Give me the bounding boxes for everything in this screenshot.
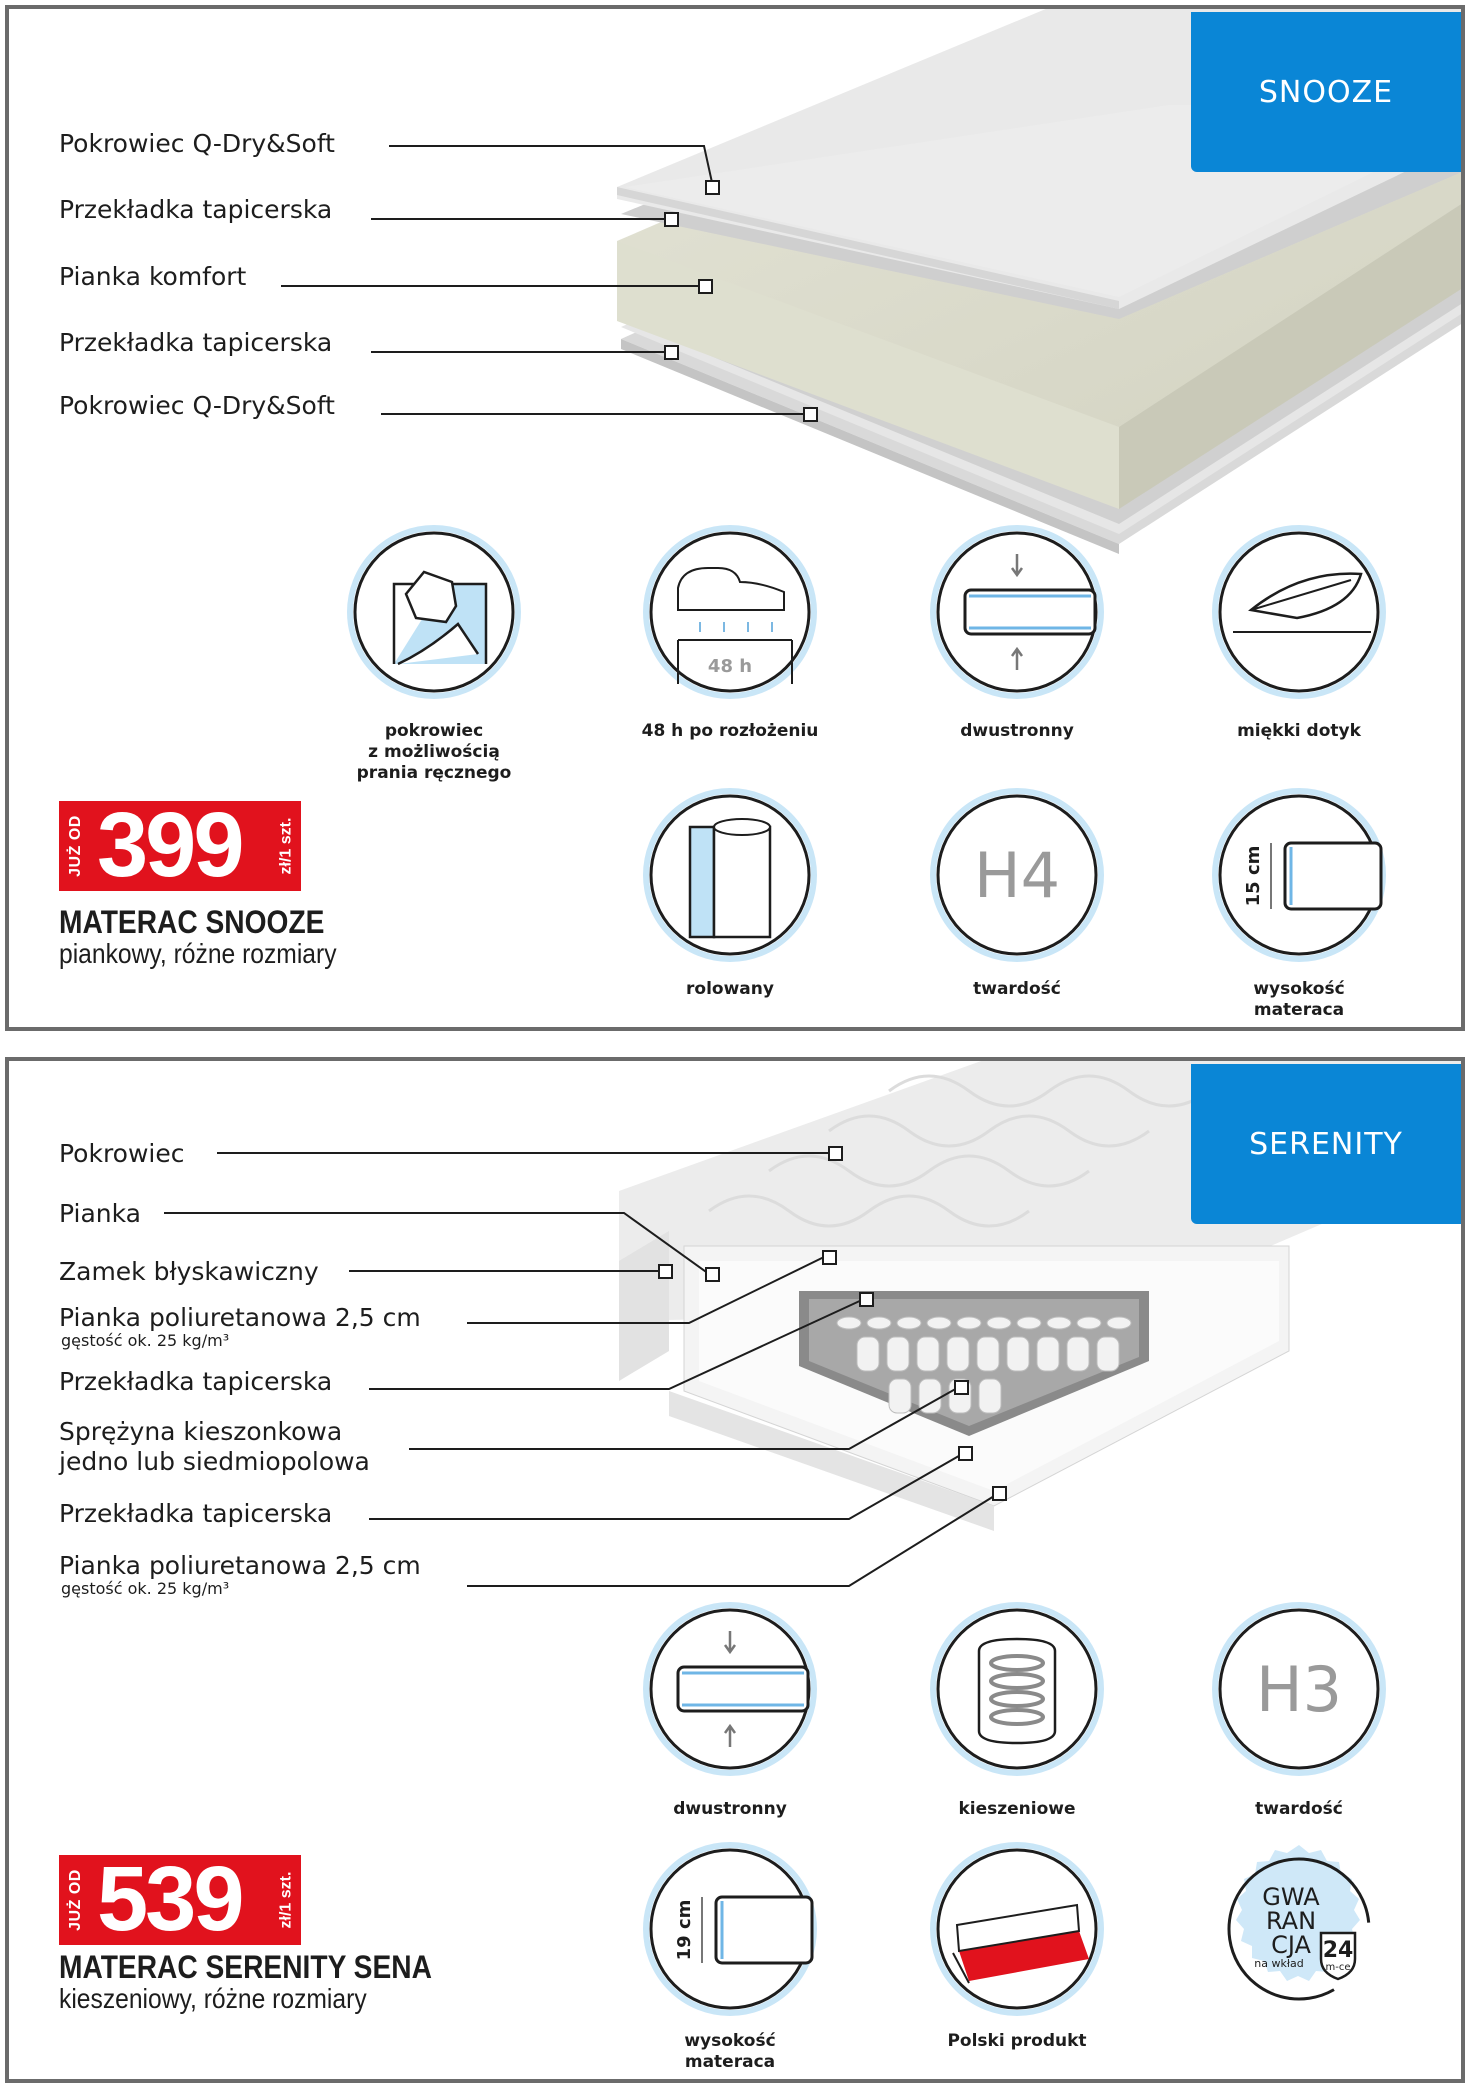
layer-label: Pianka poliuretanowa 2,5 cm (59, 1303, 421, 1332)
hardness-icon-text: H4 (973, 839, 1061, 912)
layer-label: Pianka poliuretanowa 2,5 cm (59, 1551, 421, 1580)
layer-label: Przekładka tapicerska (59, 1367, 333, 1396)
hardness-icon-text: H3 (1255, 1653, 1343, 1726)
layer-label: Pokrowiec (59, 1139, 185, 1168)
after-48h-icon-text: 48 h (707, 656, 753, 677)
warranty-line: CJA (1271, 1931, 1311, 1959)
warranty-number: 24 (1322, 1938, 1354, 1963)
feather-soft-touch-icon (1211, 524, 1387, 700)
product-description: kieszeniowy, różne rozmiary (59, 1983, 367, 2014)
layer-label: Pokrowiec Q-Dry&Soft (59, 129, 335, 158)
product-name: MATERAC SERENITY SENA (59, 1949, 432, 1985)
layer-label: Pianka (59, 1199, 141, 1228)
feature-caption: dwustronny (960, 721, 1074, 741)
feature-caption: 48 h po rozłożeniu (641, 721, 819, 741)
warranty-24-months-icon (1211, 1841, 1387, 2017)
price-tag (59, 1848, 301, 1950)
feature-caption: twardość (1255, 1799, 1343, 1819)
layer-label-line2: jedno lub siedmiopolowa (59, 1447, 370, 1476)
layer-label: Przekładka tapicerska (59, 1499, 333, 1528)
warranty-unit: m-ce (1325, 1962, 1351, 1973)
price-value: 539 (97, 1848, 242, 1950)
snooze-panel (5, 5, 1465, 1031)
layer-label: Pianka komfort (59, 262, 247, 291)
layer-label: Sprężyna kieszonkowa (59, 1417, 343, 1446)
price-prefix: JUŻ OD (67, 1869, 85, 1931)
warranty-line: GWA (1262, 1883, 1320, 1911)
product-name: MATERAC SNOOZE (59, 904, 325, 940)
hardness-h3-icon (1211, 1601, 1387, 1777)
feature-caption: kieszeniowe (958, 1799, 1076, 1819)
feature-caption: wysokość materaca (684, 2031, 776, 2072)
layer-label: Pokrowiec Q-Dry&Soft (59, 391, 335, 420)
feature-caption: Polski produkt (947, 2031, 1087, 2051)
layer-label: Przekładka tapicerska (59, 328, 333, 357)
warranty-sub: na wkład (1254, 1957, 1304, 1970)
feature-caption: wysokość materaca (1253, 979, 1345, 1020)
serenity-panel (5, 1057, 1465, 2083)
product-badge: SERENITY (1191, 1064, 1461, 1224)
washable-cover-icon (346, 524, 522, 700)
feature-caption: dwustronny (673, 1799, 787, 1819)
price-value: 399 (97, 794, 242, 896)
layer-label: Zamek błyskawiczny (59, 1257, 319, 1286)
pocket-spring-icon (929, 1601, 1105, 1777)
layer-sublabel: gęstość ok. 25 kg/m³ (61, 1331, 230, 1350)
feature-caption: miękki dotyk (1237, 721, 1361, 741)
layer-sublabel: gęstość ok. 25 kg/m³ (61, 1579, 230, 1598)
hardness-h4-icon (929, 787, 1105, 963)
polish-product-flag-icon (929, 1841, 1105, 2017)
product-description: piankowy, różne rozmiary (59, 938, 337, 969)
mattress-height-icon (642, 1841, 818, 2017)
double-sided-icon (642, 1601, 818, 1777)
price-unit: zł/1 szt. (277, 817, 294, 875)
double-sided-icon (929, 524, 1105, 700)
price-unit: zł/1 szt. (277, 1871, 294, 1929)
mattress-height-icon (1211, 787, 1387, 963)
feature-caption: rolowany (686, 979, 774, 999)
warranty-line: RAN (1265, 1907, 1317, 1935)
rolled-mattress-icon (642, 787, 818, 963)
height-icon-text: 15 cm (1243, 845, 1264, 907)
price-tag (59, 794, 301, 896)
feature-caption: pokrowiec z możliwością prania ręcznego (356, 721, 512, 783)
layer-label: Przekładka tapicerska (59, 195, 333, 224)
feature-caption: twardość (973, 979, 1061, 999)
height-icon-text: 19 cm (674, 1899, 695, 1961)
product-badge: SNOOZE (1191, 12, 1461, 172)
price-prefix: JUŻ OD (67, 815, 85, 877)
after-48h-icon (642, 524, 818, 700)
